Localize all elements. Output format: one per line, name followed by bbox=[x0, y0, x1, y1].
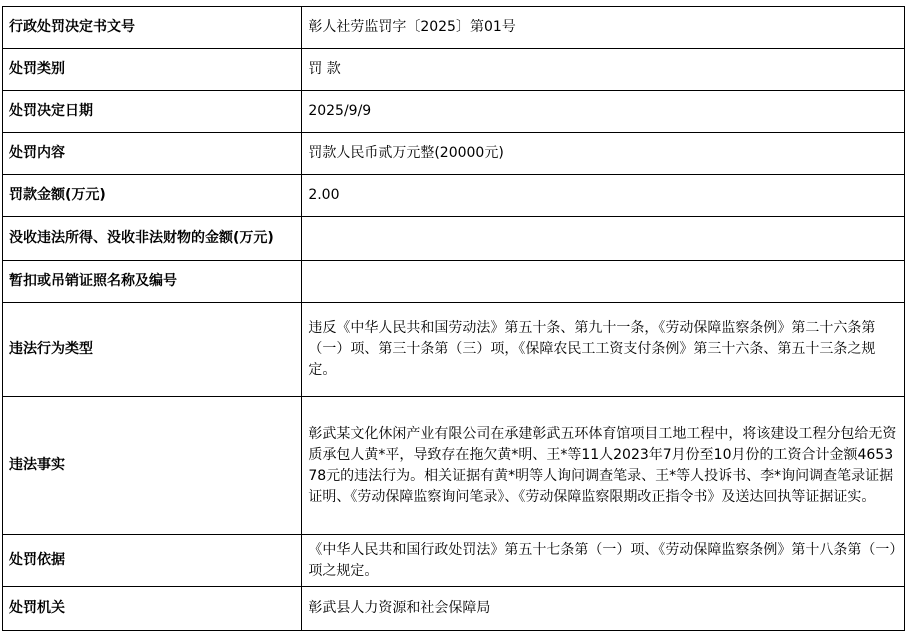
row-value-penalty-content: 罚款人民币贰万元整(20000元) bbox=[302, 133, 905, 175]
table-row-penalty-content bbox=[3, 133, 905, 175]
row-value-violation-facts: 彰武某文化休闲产业有限公司在承建彰武五环体育馆项目工地工程中，将该建设工程分包给无资质承包人黄*平，导致存在拖欠黄*明、王*等11人2023年7月份至10月份的工资合计金额465378元的违法行为。相关证据有黄*明等人询问调查笔录、王*等人投诉书、李*询问调查笔录证据证明、《劳动保障监察询问笔录》、《劳动保障监察限期改正指令书》及送达回执等证据证实。 bbox=[302, 397, 905, 535]
table-row-confiscation-amount bbox=[3, 217, 905, 261]
row-label-penalty-basis: 处罚依据 bbox=[3, 535, 302, 587]
table-row-fine-amount bbox=[3, 175, 905, 217]
row-value-violation-type: 违反《中华人民共和国劳动法》第五十条、第九十一条，《劳动保障监察条例》第二十六条第（一）项、第三十条第（三）项，《保障农民工工资支付条例》第三十六条、第五十三条之规定。 bbox=[302, 303, 905, 397]
table-row-violation-type bbox=[3, 303, 905, 397]
row-label-violation-type: 违法行为类型 bbox=[3, 303, 302, 397]
row-value-license-revocation bbox=[302, 261, 905, 303]
row-label-fine-amount: 罚款金额(万元) bbox=[3, 175, 302, 217]
row-label-penalty-category: 处罚类别 bbox=[3, 49, 302, 91]
row-value-confiscation-amount bbox=[302, 217, 905, 261]
table-row-license-revocation bbox=[3, 261, 905, 303]
row-label-decision-date: 处罚决定日期 bbox=[3, 91, 302, 133]
row-value-fine-amount: 2.00 bbox=[302, 175, 905, 217]
table-row-violation-facts bbox=[3, 397, 905, 535]
row-label-license-revocation: 暂扣或吊销证照名称及编号 bbox=[3, 261, 302, 303]
penalty-decision-table bbox=[2, 6, 905, 631]
table-row-penalty-authority bbox=[3, 587, 905, 631]
row-label-confiscation-amount: 没收违法所得、没收非法财物的金额(万元) bbox=[3, 217, 302, 261]
row-value-penalty-basis: 《中华人民共和国行政处罚法》第五十七条第（一）项、《劳动保障监察条例》第十八条第（一）项之规定。 bbox=[302, 535, 905, 587]
row-label-penalty-content: 处罚内容 bbox=[3, 133, 302, 175]
table-row-decision-date bbox=[3, 91, 905, 133]
row-label-penalty-authority: 处罚机关 bbox=[3, 587, 302, 631]
row-value-penalty-category: 罚 款 bbox=[302, 49, 905, 91]
row-label-decision-number: 行政处罚决定书文号 bbox=[3, 7, 302, 49]
row-value-decision-number: 彰人社劳监罚字〔2025〕第01号 bbox=[302, 7, 905, 49]
table-row-penalty-basis bbox=[3, 535, 905, 587]
row-value-penalty-authority: 彰武县人力资源和社会保障局 bbox=[302, 587, 905, 631]
row-label-violation-facts: 违法事实 bbox=[3, 397, 302, 535]
table-row-penalty-category bbox=[3, 49, 905, 91]
table-row-decision-number bbox=[3, 7, 905, 49]
row-value-decision-date: 2025/9/9 bbox=[302, 91, 905, 133]
